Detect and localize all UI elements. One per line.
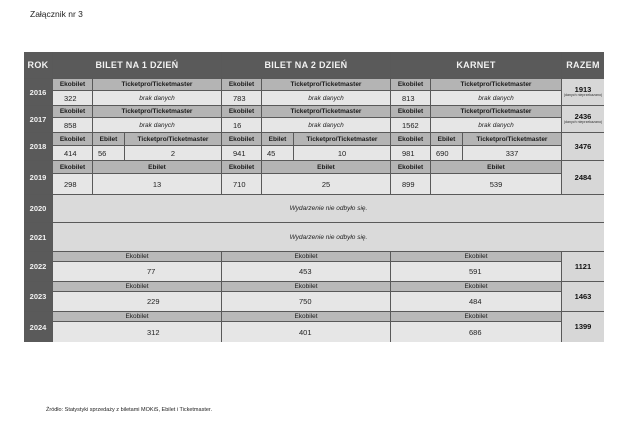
- year-2018: 2018: [24, 133, 52, 160]
- label-ekobilet: Ekobilet: [391, 161, 430, 173]
- total-cell: [562, 133, 604, 160]
- label-ekobilet: Ekobilet: [222, 79, 261, 90]
- value-cell: 45: [262, 146, 293, 160]
- value-cell: 312: [53, 322, 221, 342]
- label-ekobilet: Ekobilet: [53, 161, 92, 173]
- label-ekobilet: Ekobilet: [53, 312, 221, 321]
- value-cell: 10: [294, 146, 390, 160]
- source-footnote: Źródło: Statystyki sprzedaży z biletami MOKiS, Ebilet i Ticketmaster.: [46, 407, 212, 413]
- value-cell: 322: [53, 91, 92, 105]
- no-data-cell: brak danych: [262, 118, 390, 132]
- label-ekobilet: Ekobilet: [391, 312, 561, 321]
- value-cell: 858: [53, 118, 92, 132]
- label-ekobilet: Ekobilet: [222, 106, 261, 117]
- year-2021: 2021: [24, 223, 52, 251]
- total-cell: [562, 79, 604, 105]
- label-ebilet: Ebilet: [262, 133, 293, 145]
- year-2022: 2022: [24, 252, 52, 281]
- value-cell: 1562: [391, 118, 430, 132]
- year-2023: 2023: [24, 282, 52, 311]
- label-ekobilet: Ekobilet: [391, 252, 561, 261]
- no-data-cell: brak danych: [262, 91, 390, 105]
- year-2016: 2016: [24, 79, 52, 105]
- label-ticketpro: Ticketpro/Ticketmaster: [93, 79, 221, 90]
- total-note: (danych nieprzekazano): [563, 93, 603, 98]
- value-cell: 16: [222, 118, 261, 132]
- year-2019: 2019: [24, 161, 52, 194]
- label-ekobilet: Ekobilet: [53, 79, 92, 90]
- header-bilet-1-dzien: BILET NA 1 DZIEŃ: [53, 52, 221, 78]
- label-ekobilet: Ekobilet: [391, 106, 430, 117]
- label-ticketpro: Ticketpro/Ticketmaster: [431, 79, 561, 90]
- label-ebilet: Ebilet: [93, 133, 124, 145]
- total-cell: [562, 252, 604, 281]
- value-cell: 401: [222, 322, 390, 342]
- total-cell: [562, 312, 604, 342]
- header-razem: RAZEM: [562, 52, 604, 78]
- total-value: 1463: [574, 291, 592, 301]
- label-ticketpro: Ticketpro/Ticketmaster: [93, 106, 221, 117]
- year-2024: 2024: [24, 312, 52, 342]
- document-title: Załącznik nr 3: [30, 9, 83, 19]
- value-cell: 453: [222, 262, 390, 281]
- year-2017: 2017: [24, 106, 52, 132]
- label-ekobilet: Ekobilet: [222, 312, 390, 321]
- ticket-sales-table: [24, 52, 604, 342]
- total-note: (danych nieprzekazano): [563, 120, 603, 125]
- value-cell: 750: [222, 292, 390, 311]
- total-cell: [562, 282, 604, 311]
- value-cell: 899: [391, 174, 430, 194]
- event-cancelled-banner: Wydarzenie nie odbyło się.: [53, 223, 604, 251]
- label-ebilet: Ebilet: [431, 133, 462, 145]
- label-ekobilet: Ekobilet: [391, 133, 430, 145]
- label-ebilet: Ebilet: [262, 161, 390, 173]
- value-cell: 56: [93, 146, 124, 160]
- label-ekobilet: Ekobilet: [222, 282, 390, 291]
- total-value: 2436: [574, 111, 592, 121]
- no-data-cell: brak danych: [93, 118, 221, 132]
- total-value: 1399: [574, 322, 592, 332]
- total-value: 1913: [574, 84, 592, 94]
- value-cell: 77: [53, 262, 221, 281]
- header-karnet: KARNET: [391, 52, 561, 78]
- value-cell: 414: [53, 146, 92, 160]
- label-ebilet: Ebilet: [431, 161, 561, 173]
- label-ekobilet: Ekobilet: [53, 282, 221, 291]
- value-cell: 783: [222, 91, 261, 105]
- label-ticketpro: Ticketpro/Ticketmaster: [262, 79, 390, 90]
- label-ticketpro: Ticketpro/Ticketmaster: [262, 106, 390, 117]
- total-cell: [562, 106, 604, 132]
- value-cell: 484: [391, 292, 561, 311]
- label-ekobilet: Ekobilet: [222, 133, 261, 145]
- value-cell: 25: [262, 174, 390, 194]
- header-bilet-2-dzien: BILET NA 2 DZIEŃ: [222, 52, 390, 78]
- no-data-cell: brak danych: [93, 91, 221, 105]
- value-cell: 539: [431, 174, 561, 194]
- no-data-cell: brak danych: [431, 91, 561, 105]
- label-ebilet: Ebilet: [93, 161, 221, 173]
- value-cell: 13: [93, 174, 221, 194]
- no-data-cell: brak danych: [431, 118, 561, 132]
- label-ticketpro: Ticketpro/Ticketmaster: [431, 106, 561, 117]
- label-ekobilet: Ekobilet: [53, 106, 92, 117]
- value-cell: 591: [391, 262, 561, 281]
- value-cell: 337: [463, 146, 561, 160]
- label-ticketpro: Ticketpro/Ticketmaster: [463, 133, 561, 145]
- label-ekobilet: Ekobilet: [53, 252, 221, 261]
- value-cell: 686: [391, 322, 561, 342]
- value-cell: 298: [53, 174, 92, 194]
- total-cell: [562, 161, 604, 194]
- value-cell: 2: [125, 146, 221, 160]
- value-cell: 690: [431, 146, 462, 160]
- label-ticketpro: Ticketpro/Ticketmaster: [294, 133, 390, 145]
- value-cell: 229: [53, 292, 221, 311]
- label-ekobilet: Ekobilet: [391, 282, 561, 291]
- label-ticketpro: Ticketpro/Ticketmaster: [125, 133, 221, 145]
- value-cell: 981: [391, 146, 430, 160]
- year-2020: 2020: [24, 195, 52, 222]
- label-ekobilet: Ekobilet: [391, 79, 430, 90]
- header-rok: ROK: [24, 52, 52, 78]
- event-cancelled-banner: Wydarzenie nie odbyło się.: [53, 195, 604, 222]
- label-ekobilet: Ekobilet: [222, 161, 261, 173]
- total-value: 1121: [574, 261, 592, 271]
- total-value: 3476: [574, 141, 592, 151]
- label-ekobilet: Ekobilet: [222, 252, 390, 261]
- label-ekobilet: Ekobilet: [53, 133, 92, 145]
- value-cell: 941: [222, 146, 261, 160]
- value-cell: 710: [222, 174, 261, 194]
- value-cell: 813: [391, 91, 430, 105]
- total-value: 2484: [574, 172, 592, 182]
